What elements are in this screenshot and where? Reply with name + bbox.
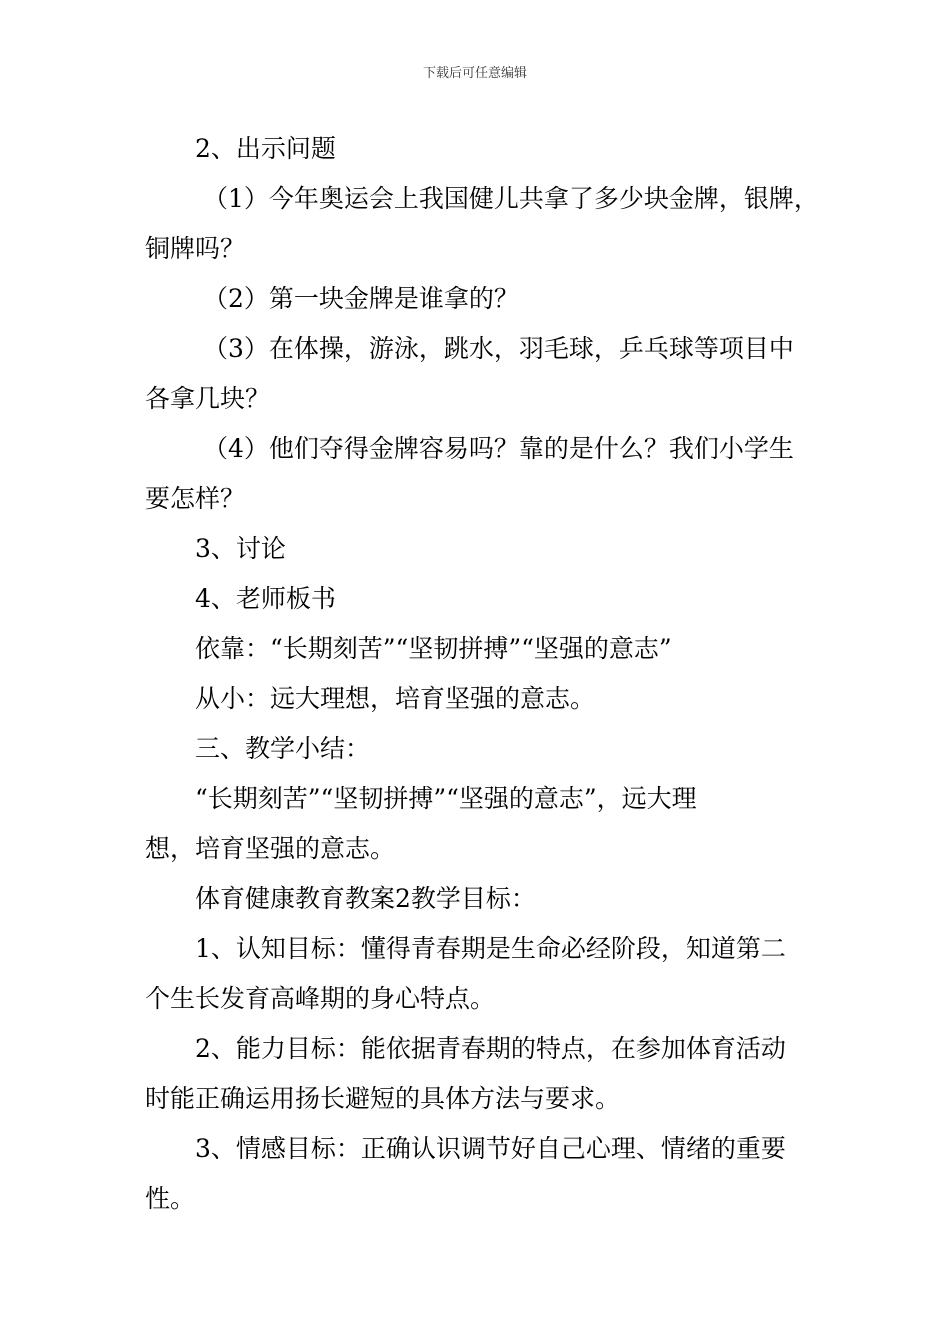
text-line: 3、情感目标：正确认识调节好自己心理、情绪的重要 — [195, 1134, 786, 1163]
text-line: 性。 — [145, 1184, 196, 1213]
text-line: 2、出示问题 — [195, 134, 336, 163]
text-line: （2）第一块金牌是谁拿的？ — [203, 284, 519, 313]
text-line: 1、认知目标：懂得青春期是生命必经阶段，知道第二 — [195, 934, 786, 963]
text-line: 铜牌吗？ — [145, 234, 246, 263]
text-line: 4、老师板书 — [195, 584, 336, 613]
text-line: （3）在体操，游泳，跳水，羽毛球，乒乓球等项目中 — [203, 334, 794, 363]
text-line: “长期刻苦”“坚韧拼搏”“坚强的意志”，远大理 — [195, 784, 697, 813]
page-header: 下载后可任意编辑 — [422, 66, 527, 81]
text-line: （1）今年奥运会上我国健儿共拿了多少块金牌，银牌， — [203, 184, 819, 213]
text-line: 依靠：“长期刻苦”“坚韧拼搏”“坚强的意志” — [195, 634, 672, 663]
document-body — [145, 124, 819, 1224]
text-line: 时能正确运用扬长避短的具体方法与要求。 — [145, 1084, 621, 1113]
text-line: 三、教学小结： — [195, 734, 371, 763]
text-line: 从小：远大理想，培育坚强的意志。 — [195, 684, 596, 713]
text-line: 想，培育坚强的意志。 — [145, 834, 396, 863]
text-line: 2、能力目标：能依据青春期的特点，在参加体育活动 — [195, 1034, 786, 1063]
text-line: 要怎样？ — [145, 484, 246, 513]
text-line: 3、讨论 — [195, 534, 286, 563]
text-line: 体育健康教育教案2教学目标： — [195, 884, 536, 913]
text-line: 个生长发育高峰期的身心特点。 — [145, 984, 496, 1013]
text-line: 各拿几块？ — [145, 384, 271, 413]
text-line: （4）他们夺得金牌容易吗？靠的是什么？我们小学生 — [203, 434, 794, 463]
